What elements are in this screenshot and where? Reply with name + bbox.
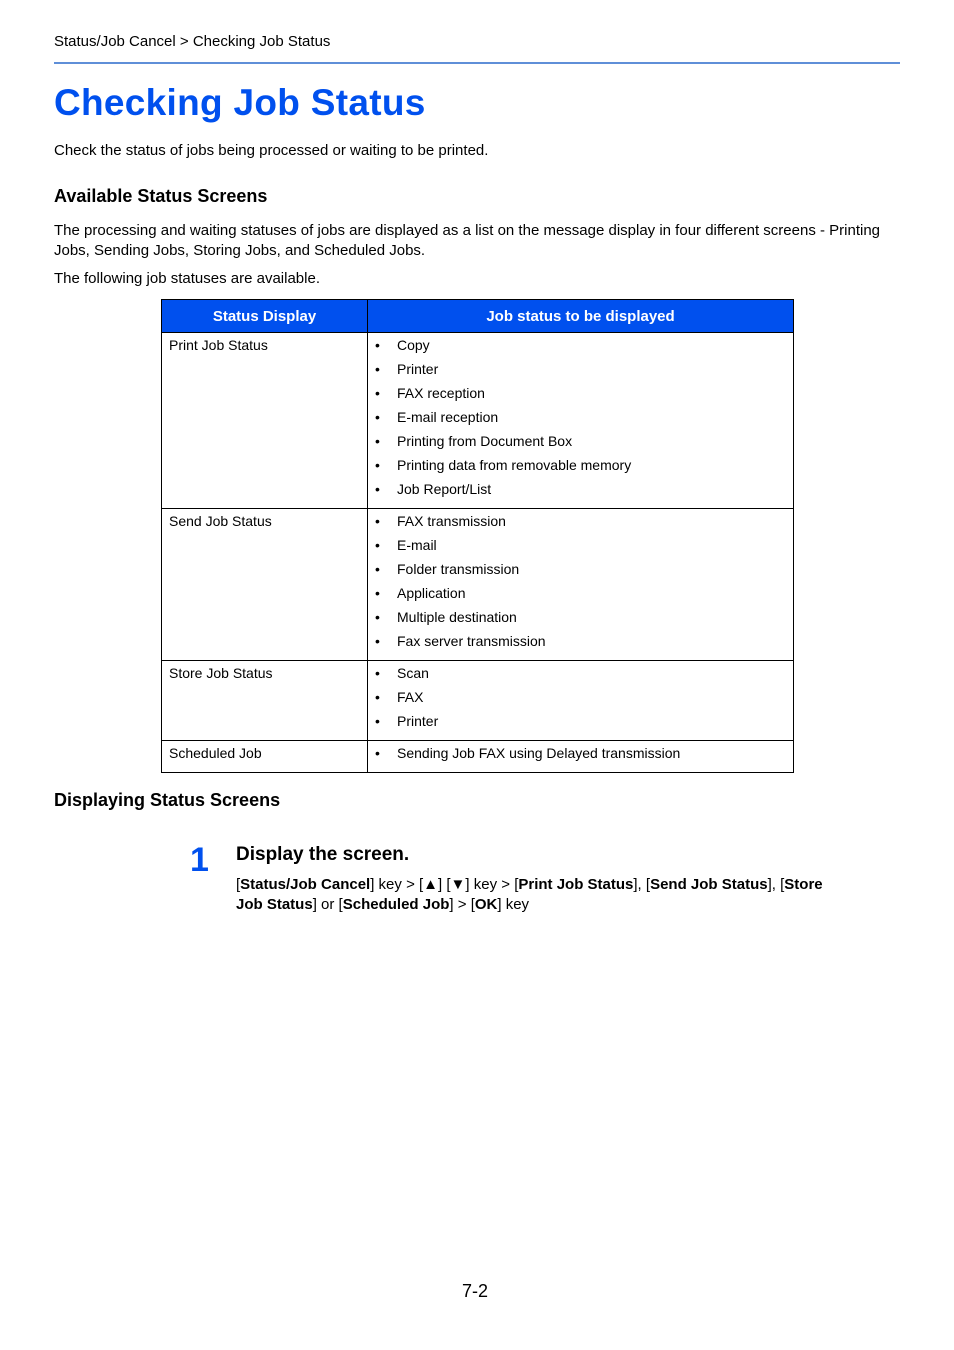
step-number: 1 (190, 841, 209, 879)
list-item (368, 712, 793, 736)
bracket: ] (465, 876, 470, 893)
job-label: FAX (397, 689, 424, 705)
bullet-icon: • (375, 361, 380, 377)
bullet-icon: • (375, 457, 380, 473)
list-item (368, 408, 793, 432)
column-header-job-status: Job status to be displayed (368, 300, 794, 333)
status-cell: Scheduled Job (162, 741, 368, 773)
down-arrow-icon: ▼ (450, 876, 466, 893)
key-send-job-status: Send Job Status (650, 876, 768, 893)
page-number: 7-2 (462, 1281, 489, 1301)
bracket: [ (470, 896, 475, 913)
job-label: Scan (397, 665, 429, 681)
bullet-icon: • (375, 537, 380, 553)
up-arrow-icon: ▲ (423, 876, 439, 893)
separator-text: or (316, 896, 339, 913)
job-label: Printing data from removable memory (397, 457, 632, 473)
job-label: Printer (397, 361, 439, 377)
step-title: Display the screen. (236, 844, 410, 865)
bracket: [ (419, 876, 424, 893)
header-divider (54, 62, 900, 64)
table-row (162, 333, 794, 509)
list-item (368, 608, 793, 632)
list-item (368, 584, 793, 608)
separator-text: key (501, 896, 530, 913)
bullet-icon: • (375, 713, 380, 729)
job-label: Application (397, 585, 466, 601)
job-label: E-mail reception (397, 409, 499, 425)
bullet-icon: • (375, 385, 380, 401)
available-description: The processing and waiting statuses of jobs are displayed as a list on the message display in four different screens - Printing Jobs, Sending Jobs, Storing Jobs, and Scheduled Jobs. (54, 222, 881, 259)
column-header-status-display: Status Display (162, 300, 368, 333)
list-item (368, 560, 793, 584)
bullet-icon: • (375, 633, 380, 649)
key-status-job-cancel: Status/Job Cancel (240, 876, 371, 893)
key-store-job-status: Store Job Status (236, 876, 823, 913)
bullet-icon: • (375, 689, 380, 705)
bracket: ] (497, 896, 502, 913)
job-label: Printer (397, 713, 439, 729)
bullet-icon: • (375, 409, 380, 425)
list-item (368, 664, 793, 688)
job-label: Job Report/List (397, 481, 492, 497)
bullet-icon: • (375, 337, 380, 353)
bracket: ] (449, 896, 454, 913)
list-item (368, 536, 793, 560)
page-title: Checking Job Status (54, 82, 426, 123)
bracket: [ (338, 896, 343, 913)
table-header-row (162, 300, 794, 333)
list-item (368, 336, 793, 360)
status-cell: Print Job Status (162, 333, 368, 509)
key-print-job-status: Print Job Status (518, 876, 634, 893)
bracket: [ (780, 876, 785, 893)
bracket: ] (438, 876, 443, 893)
job-label: Multiple destination (397, 609, 517, 625)
job-list (368, 509, 793, 660)
job-label: Copy (397, 337, 430, 353)
table-row (162, 741, 794, 773)
status-cell: Send Job Status (162, 509, 368, 661)
list-item (368, 512, 793, 536)
list-item (368, 432, 793, 456)
status-cell: Store Job Status (162, 661, 368, 741)
section-heading-available: Available Status Screens (54, 186, 268, 206)
separator-text: key > (374, 876, 419, 893)
bullet-icon: • (375, 481, 380, 497)
jobs-cell (368, 333, 794, 509)
bullet-icon: • (375, 513, 380, 529)
bullet-icon: • (375, 665, 380, 681)
key-scheduled-job: Scheduled Job (342, 896, 450, 913)
jobs-cell (368, 661, 794, 741)
available-note: The following job statuses are available. (54, 270, 320, 287)
table-row (162, 661, 794, 741)
bracket: [ (446, 876, 451, 893)
job-status-table (161, 299, 794, 773)
separator-text: , (771, 876, 781, 893)
jobs-cell (368, 741, 794, 773)
job-label: Sending Job FAX using Delayed transmission (397, 745, 681, 761)
intro-text: Check the status of jobs being processed or waiting to be printed. (54, 142, 489, 159)
bracket: [ (514, 876, 519, 893)
bracket: [ (236, 876, 241, 893)
breadcrumb: Status/Job Cancel > Checking Job Status (54, 33, 331, 50)
bullet-icon: • (375, 585, 380, 601)
list-item (368, 688, 793, 712)
job-label: Printing from Document Box (397, 433, 573, 449)
job-label: Folder transmission (397, 561, 520, 577)
job-label: FAX reception (397, 385, 485, 401)
job-list (368, 741, 793, 772)
bracket: ] (767, 876, 772, 893)
separator-text: , (637, 876, 646, 893)
key-ok: OK (474, 896, 498, 913)
job-list (368, 333, 793, 508)
list-item (368, 480, 793, 504)
table-row (162, 509, 794, 661)
bracket: [ (645, 876, 651, 893)
list-item (368, 632, 793, 656)
bullet-icon: • (375, 609, 380, 625)
section-heading-displaying: Displaying Status Screens (54, 790, 281, 810)
separator-text: key > (469, 876, 515, 893)
job-label: Fax server transmission (397, 633, 546, 649)
list-item (368, 744, 793, 768)
bullet-icon: • (375, 433, 380, 449)
list-item (368, 456, 793, 480)
separator-text: > (453, 896, 471, 913)
bracket: ] (370, 876, 375, 893)
list-item (368, 384, 793, 408)
job-list (368, 661, 793, 740)
list-item (368, 360, 793, 384)
bracket: ] (312, 896, 317, 913)
bullet-icon: • (375, 745, 380, 761)
job-label: FAX transmission (397, 513, 506, 529)
jobs-cell (368, 509, 794, 661)
step-instruction (236, 875, 836, 915)
bracket: ] (633, 876, 638, 893)
job-label: E-mail (397, 537, 437, 553)
bullet-icon: • (375, 561, 380, 577)
